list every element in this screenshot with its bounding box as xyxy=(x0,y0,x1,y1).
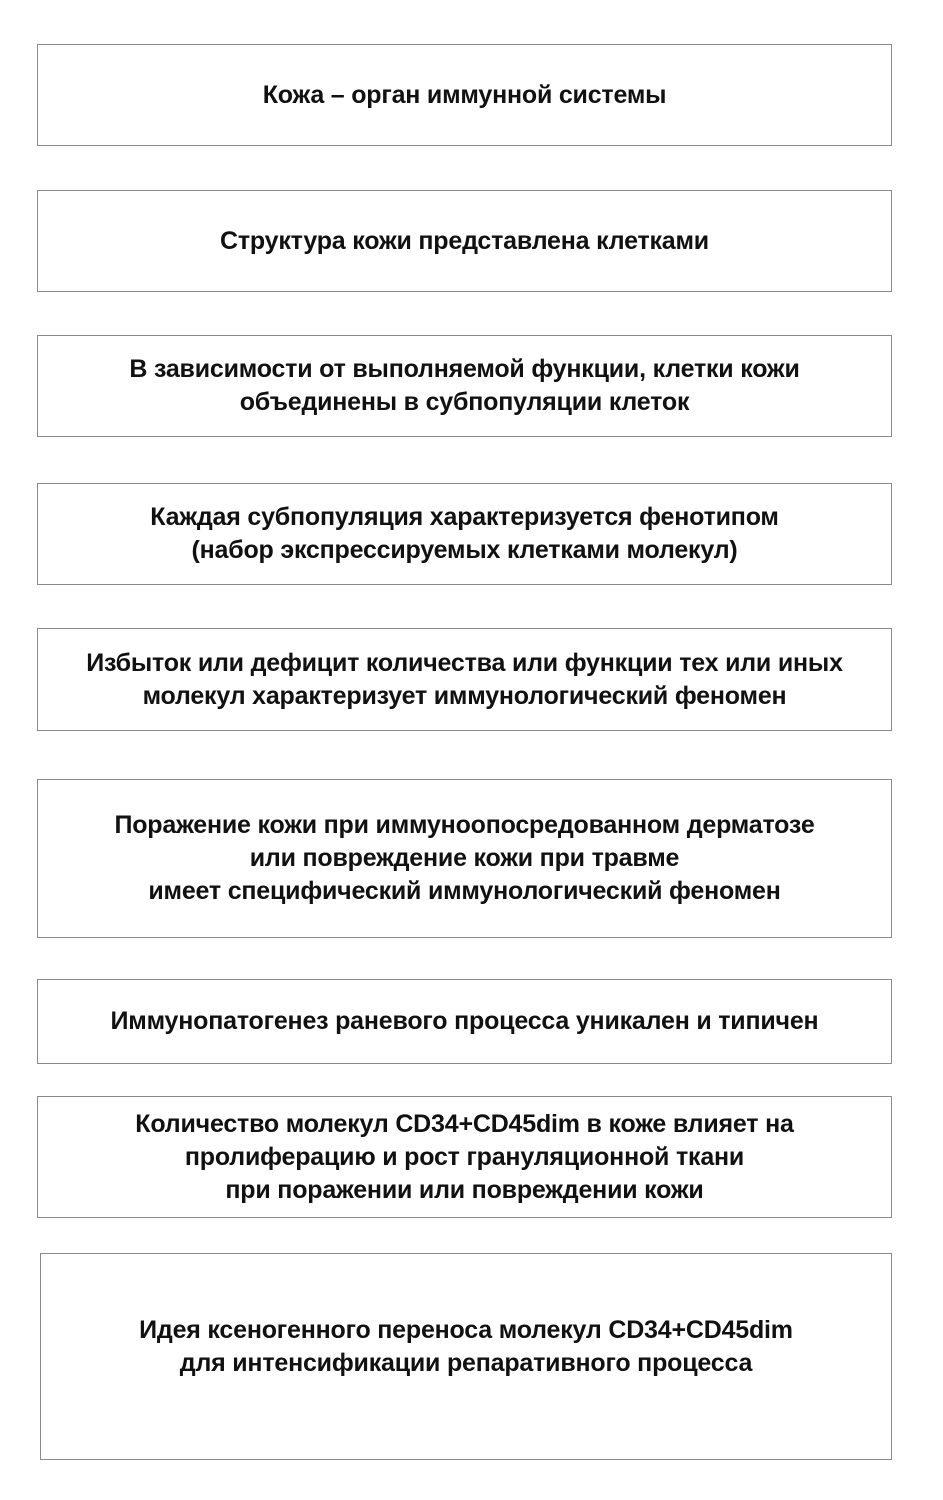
step-box-6 xyxy=(37,779,892,938)
step-text-7 xyxy=(111,1005,819,1038)
step-1-line-1: Кожа – орган иммунной системы xyxy=(262,80,667,109)
step-text-6 xyxy=(114,809,814,908)
step-text-5 xyxy=(86,647,843,713)
step-text-4 xyxy=(150,501,778,567)
step-6-line-3: имеет специфический иммунологический феномен xyxy=(148,877,781,905)
step-text-3 xyxy=(129,353,799,419)
step-text-1 xyxy=(263,79,667,112)
step-box-8 xyxy=(37,1096,892,1218)
step-3-line-2: объединены в субпопуляции клеток xyxy=(239,388,690,416)
step-8-line-2: пролиферацию и рост грануляционной ткани xyxy=(184,1142,745,1171)
step-8-line-3: при поражении или повреждении кожи xyxy=(225,1175,704,1204)
step-text-8 xyxy=(135,1108,793,1207)
step-box-5 xyxy=(37,628,892,731)
step-3-line-1: В зависимости от выполняемой функции, клетки кожи xyxy=(129,355,800,383)
step-box-3 xyxy=(37,335,892,437)
step-8-line-1: Количество молекул CD34+CD45dim в коже влияет на xyxy=(135,1109,794,1138)
step-5-line-1: Избыток или дефицит количества или функции тех или иных xyxy=(86,648,843,677)
step-6-line-1: Поражение кожи при иммуноопосредованном дерматозе xyxy=(114,811,815,839)
step-box-9 xyxy=(40,1253,892,1460)
step-text-2 xyxy=(220,225,709,258)
step-5-line-2: молекул характеризует иммунологический феномен xyxy=(142,681,787,710)
step-9-line-1: Идея ксеногенного переноса молекул CD34+CD45dim xyxy=(139,1315,793,1344)
step-2-line-1: Структура кожи представлена клетками xyxy=(220,226,709,255)
step-box-7 xyxy=(37,979,892,1064)
step-box-1 xyxy=(37,44,892,146)
step-4-line-1: Каждая субпопуляция характеризуется фенотипом xyxy=(150,503,779,531)
step-6-line-2: или повреждение кожи при травме xyxy=(249,844,680,872)
step-box-2 xyxy=(37,190,892,292)
step-text-9 xyxy=(139,1314,793,1380)
step-7-line-1: Иммунопатогенез раневого процесса уникален и типичен xyxy=(110,1007,819,1035)
step-box-4 xyxy=(37,483,892,585)
step-9-line-2: для интенсификации репаративного процесса xyxy=(179,1348,753,1377)
step-4-line-2: (набор экспрессируемых клетками молекул) xyxy=(191,536,738,564)
